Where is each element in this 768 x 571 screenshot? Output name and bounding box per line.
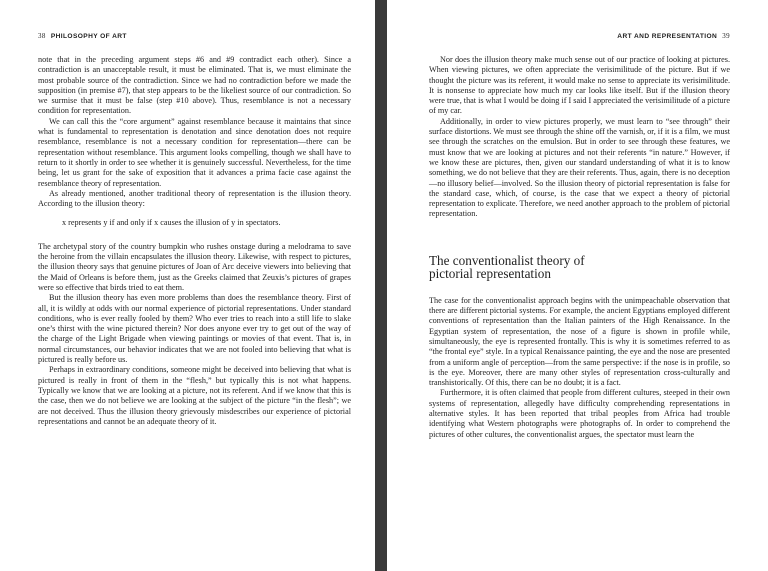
paragraph: Furthermore, it is often claimed that people from different cultures, steeped in their own systems of representation, allegedly have difficulty comprehending representations in alternative styles. It has been reported that tribal peoples from Africa had trouble identifying what Western photographs were photographs of. In order to comprehend the pictures of other cultures, the conventionalist argues, the spectator must learn the [429,388,730,439]
paragraph: Nor does the illusion theory make much sense out of our practice of looking at pictures. When viewing pictures, we often appreciate the verisimilitude of the picture. But if we thought the picture was its referent, it would make no sense to appreciate its verisimilitude. It is nonsense to appreciate how much my car looks like itself. But if the illusion theory were true, that is what I would be doing if I said I appreciated the verisimilitude of a picture of my car. [429,55,730,116]
running-head-title-left: PHILOSOPHY OF ART [50,33,127,40]
paragraph: Perhaps in extraordinary conditions, someone might be deceived into believing that what is pictured is really in front of them in the “flesh,” but typically this is not what happens. Typically we know that we are looking at a picture, not its referent. And if we know that this is the case, then we do not believe we are looking at the subject of the picture “in the flesh”; we are not deceived. Thus the illusion theory grievously misdescribes our experience of pictorial representations and cannot be an adequate theory of it. [38,365,351,426]
section-heading-line-2: pictorial representation [429,265,551,281]
paragraph: Additionally, in order to view pictures properly, we must learn to “see through” their surface distortions. We must see through the shine off the varnish, or, if it is a film, we must see through the scratches on the emulsion. But in order to see through these features, we must know that we are looking at pictures and not their referents “in nature.” However, if we know these are pictures, then, given our standard understanding of what it is to know something, we do not believe that they are their referents. Thus, again, there is no deception—no illusory belief—involved. So the illusion theory of pictorial representation is false for the standard case, which, of course, is the case that we expect a theory of pictorial representation to explicate. Therefore, we need another approach to the problem of pictorial representation. [429,116,730,219]
paragraph: The archetypal story of the country bumpkin who rushes onstage during a melodrama to save the heroine from the villain encapsulates the illusion theory. Likewise, with respect to pictures, the illusion theory says that genuine pictures of Joan of Arc deceive viewers into believing that the Maid of Orleans is before them, just as the Greeks claimed that Zeuxis’s pictures of grapes were so effective that birds tried to eat them. [38,241,351,292]
paragraph: We can call this the “core argument” against resemblance because it maintains that since what is fundamental to representation is denotation and since denotation does not require resemblance, resemblance is not a necessary condition for representation—there can be representation without resemblance. This argument looks compelling, though we shall have to return to it shortly in order to see whether it is genuinely successful. Nevertheless, for the time being, let us grant for the sake of exposition that it advances a prima facie case against the resemblance theory of representation. [38,116,351,188]
illusion-definition: x represents y if and only if x causes the illusion of y in spectators. [62,218,281,228]
right-page [387,0,768,571]
paragraph: As already mentioned, another traditional theory of representation is the illusion theory. According to the illusion theory: [38,188,351,209]
paragraph: But the illusion theory has even more problems than does the resemblance theory. First of all, it is wildly at odds with our normal experience of pictorial representations. Under standard conditions, who is ever really fooled by them? Who ever tries to reach into a still life to slake one’s thirst with the wine pictured therein? Nor does anyone ever try to get out of the way of the charge of the Light Brigade when viewing paintings or movies of that event. That is, in normal circumstances, our behavior indicates that we are not fooled into believing that what is pictured is really before us. [38,293,351,365]
left-page [0,0,375,571]
section-heading-line-1: The conventionalist theory of [429,252,585,268]
section-heading [429,254,730,280]
paragraph: The case for the conventionalist approach begins with the unimpeachable observation that there are different pictorial systems. For example, the ancient Egyptians employed different conventions of representation than the Italian painters of the High Renaissance. In the Egyptian system of representation, the nose of a figure is shown in profile while, simultaneously, the eye is represented frontally. This is why it is sometimes referred to as “the frontal eye” style. In a typical Renaissance painting, the eye and the nose are presented from a uniform angle of perception—from the same perspective: if the nose is in profile, so is the eye. Moreover, there are many other styles of representation cross-culturally and transhistorically. Of this, there can be no doubt; it is a fact. [429,295,730,388]
page-number-left: 38 [38,32,46,40]
paragraph: note that in the preceding argument steps #6 and #9 contradict each other). Since a contradiction is an unacceptable result, it must be eliminated. That is, we must eliminate the most probable source of the contradiction. Since we had no contradiction before we made the supposition (in premise #7), that step appears to be the likeliest source of our contradiction. So we surmise that it must be false (step #10 above). Thus, resemblance is not a necessary condition for representation. [38,55,351,116]
page-number-right: 39 [722,32,730,40]
running-head-right [429,32,730,40]
running-head-left [38,32,351,40]
running-head-title-right: ART AND REPRESENTATION [617,33,718,40]
